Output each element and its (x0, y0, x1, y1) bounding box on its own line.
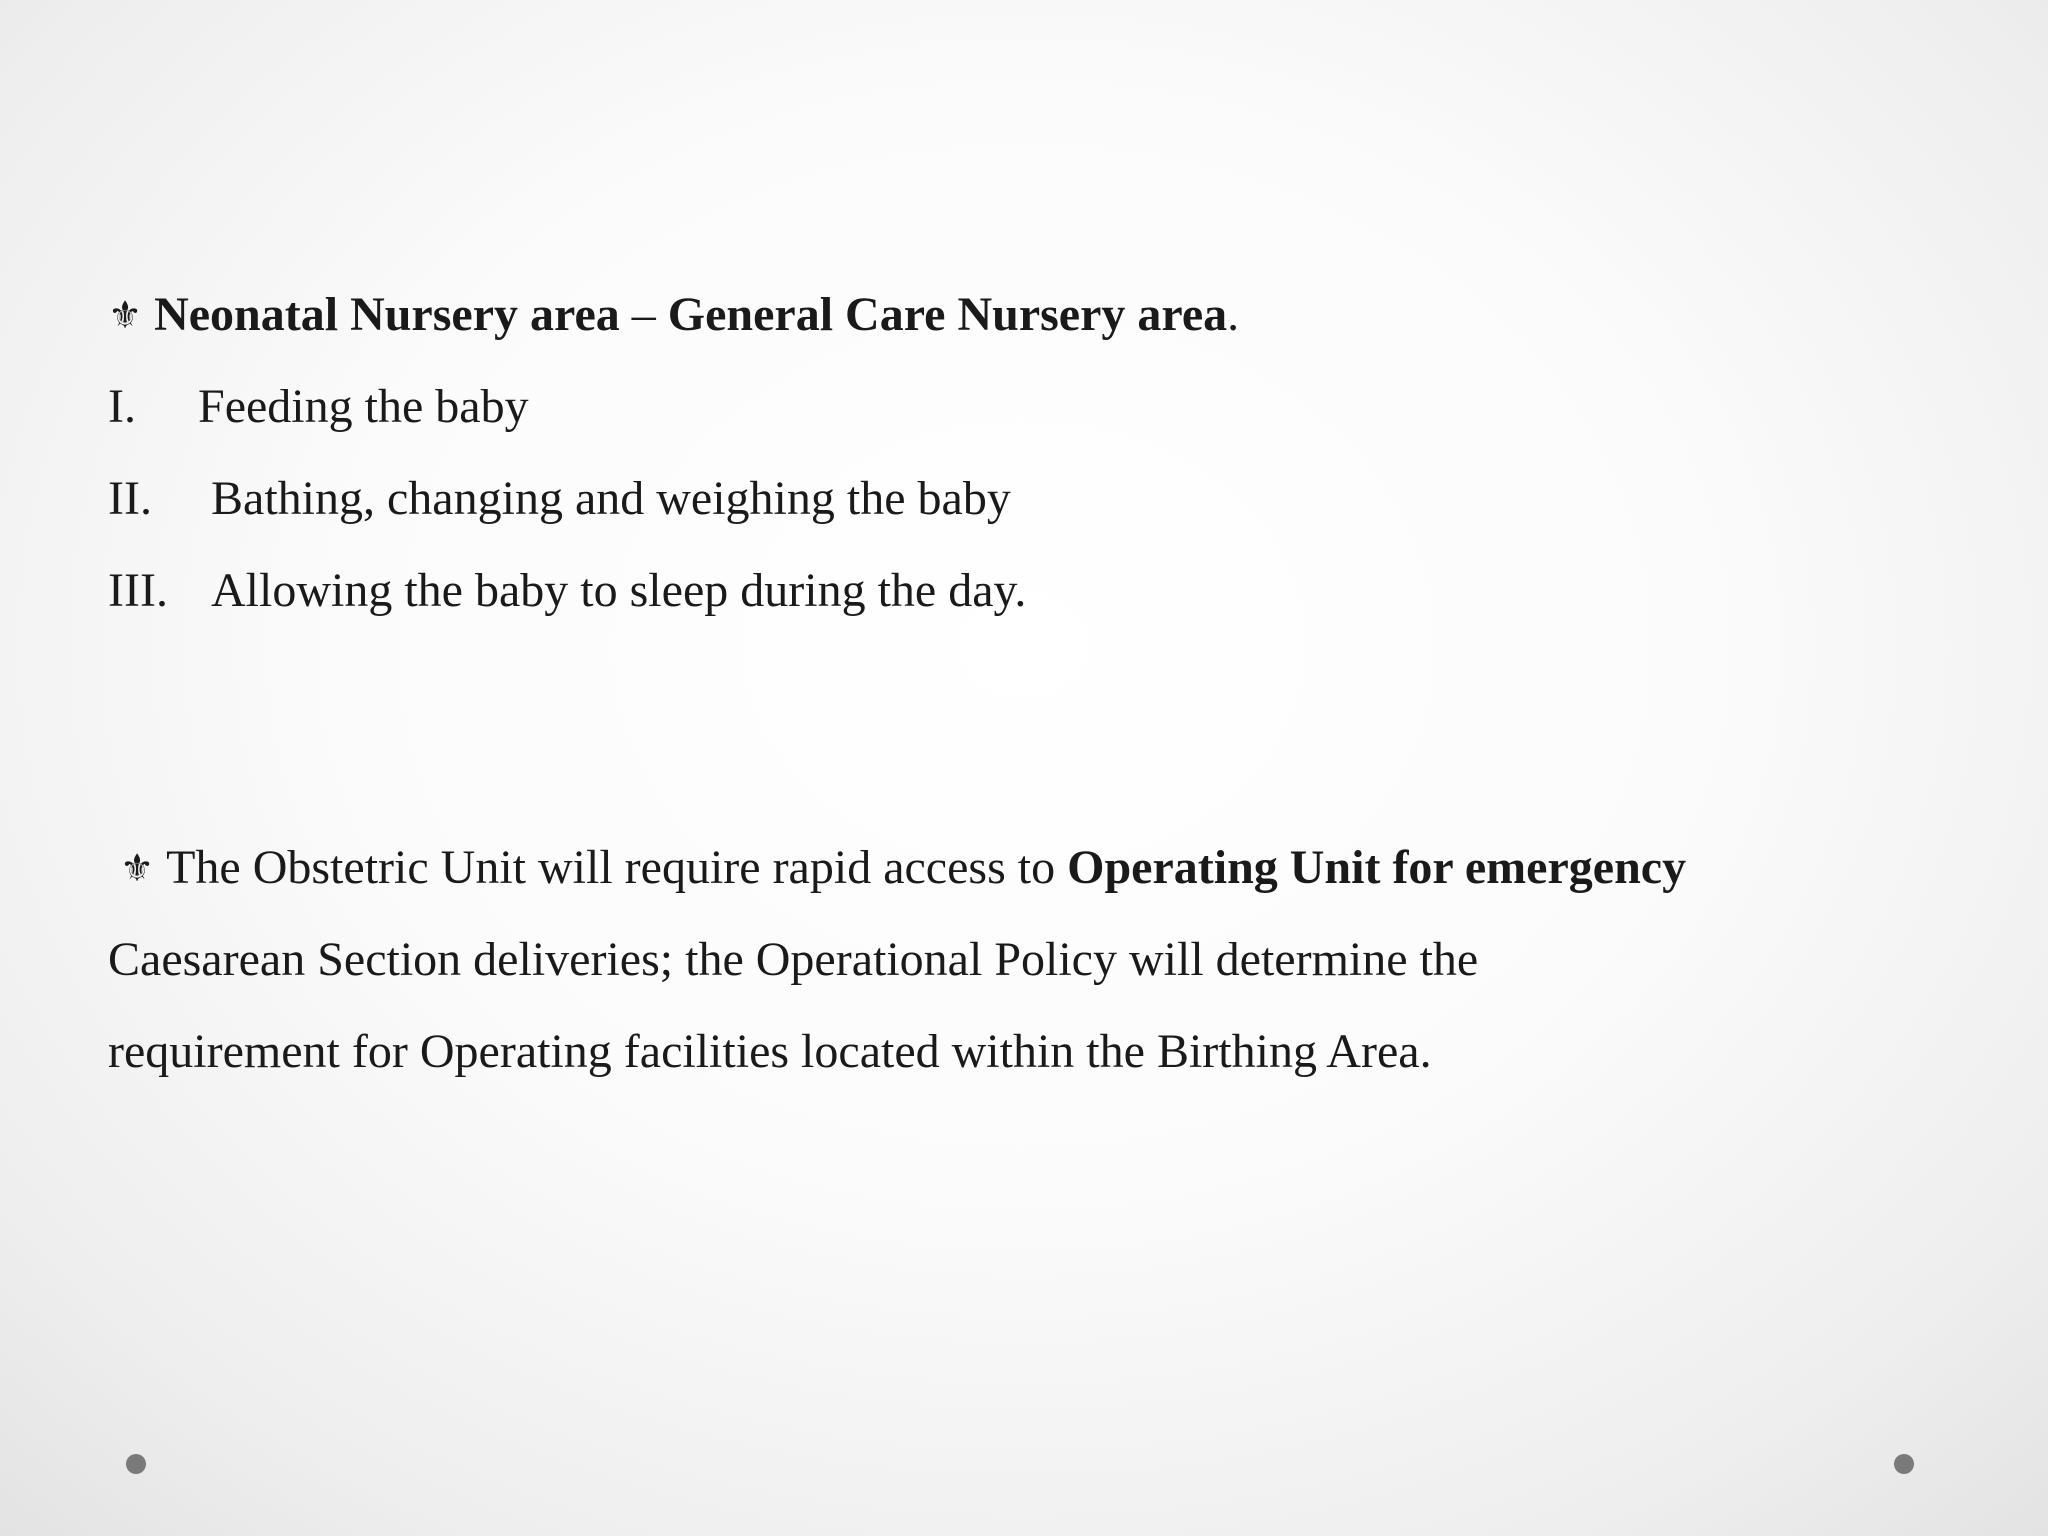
obstetric-section (108, 822, 1686, 1098)
list-numeral: III. (108, 564, 168, 617)
heading-neonatal: Neonatal Nursery area (154, 288, 620, 341)
list-item-text: Feeding the baby (198, 380, 529, 433)
list-numeral: I. (108, 380, 136, 433)
list-item (108, 453, 1239, 545)
obstetric-line-3: requirement for Operating facilities located within the Birthing Area. (108, 1025, 1432, 1078)
list-item-text: Bathing, changing and weighing the baby (211, 472, 1011, 525)
obstetric-line-1 (108, 822, 1686, 914)
fleur-de-lis-icon: ⚜ (120, 846, 155, 890)
obstetric-intro: The Obstetric Unit will require rapid access to (166, 841, 1068, 894)
obstetric-bold: Operating Unit for emergency (1067, 841, 1687, 894)
heading-general-care: General Care Nursery area (667, 288, 1228, 341)
list-item (108, 361, 1239, 453)
nursery-heading (108, 269, 1239, 361)
decorative-dot-right (1894, 1454, 1914, 1474)
list-numeral: II. (108, 472, 152, 525)
list-item (108, 545, 1239, 637)
obstetric-line-2: Caesarean Section deliveries; the Operational Policy will determine the (108, 933, 1479, 986)
heading-period: . (1227, 288, 1240, 341)
list-item-text: Allowing the baby to sleep during the day. (211, 564, 1027, 617)
heading-dash: – (619, 288, 668, 341)
nursery-section (108, 269, 1239, 637)
decorative-dot-left (126, 1454, 146, 1474)
fleur-de-lis-icon: ⚜ (108, 293, 143, 337)
